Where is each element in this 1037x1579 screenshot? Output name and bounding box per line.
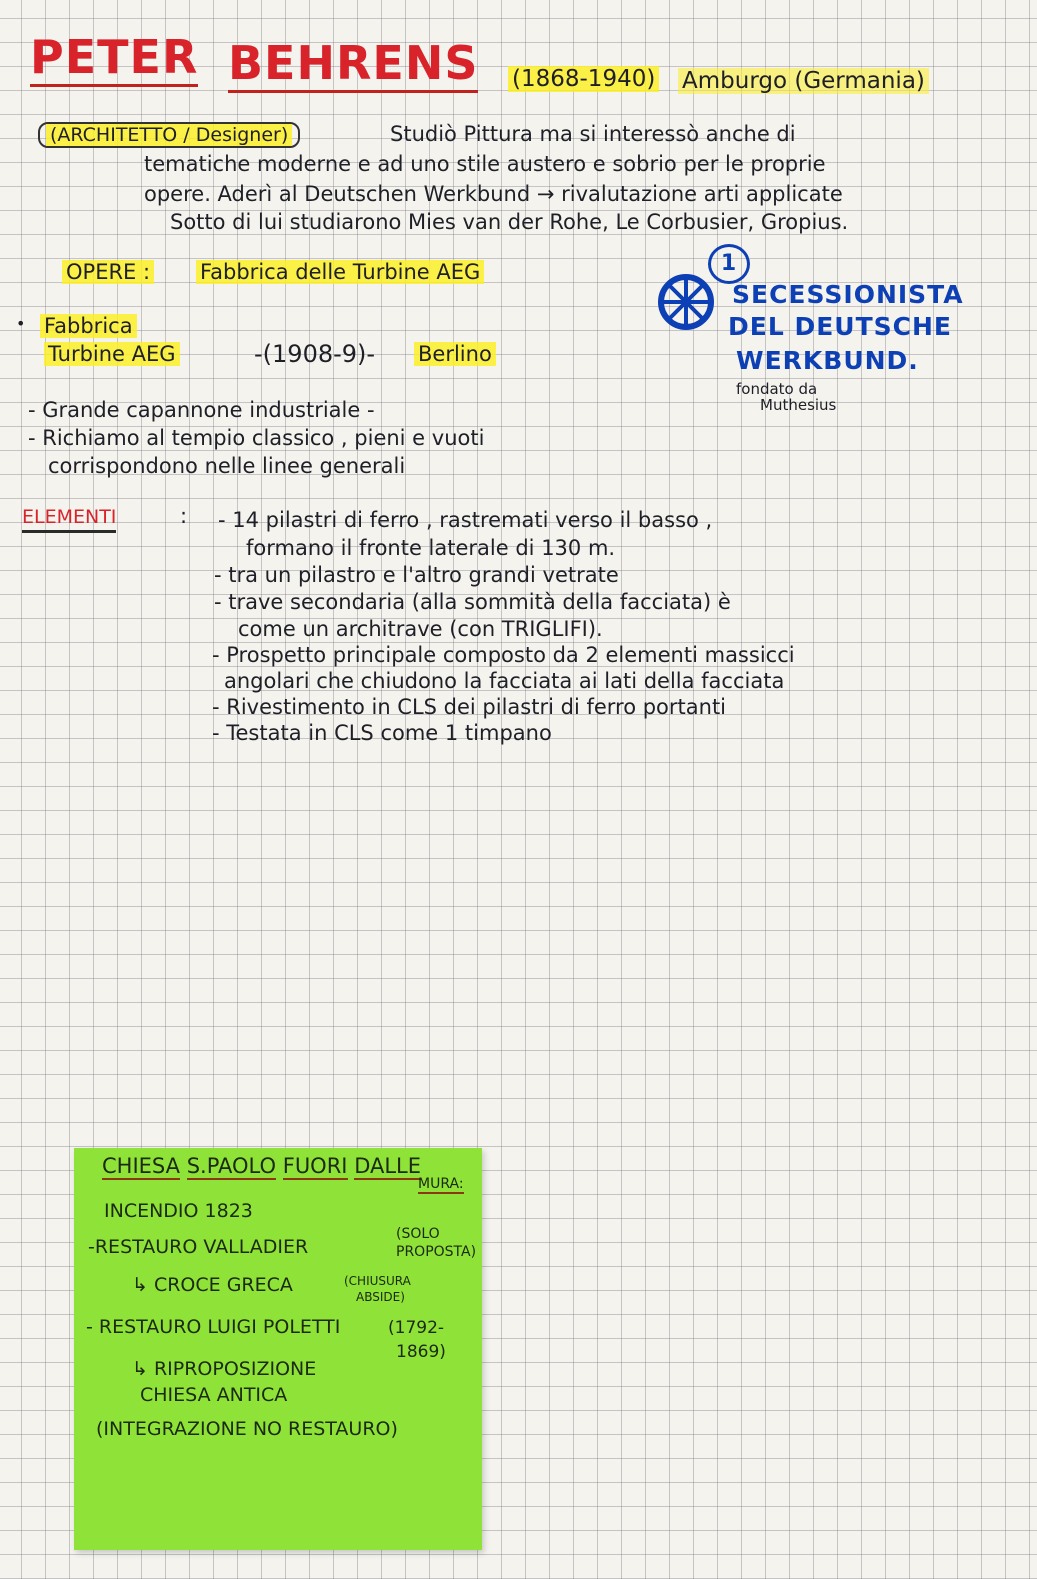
fabbrica-point-3: corrispondono nelle linee generali: [48, 454, 406, 478]
sticky-restauro-note-a: (SOLO: [396, 1226, 440, 1242]
fabbrica-years: -(1908-9)-: [254, 340, 376, 368]
birthplace: Amburgo (Germania): [678, 68, 929, 94]
elementi-line-1: - 14 pilastri di ferro , rastremati verso il basso ,: [218, 508, 713, 532]
sticky-integrazione: (INTEGRAZIONE NO RESTAURO): [96, 1418, 398, 1440]
fabbrica-title-1: Fabbrica: [40, 314, 137, 338]
elementi-line-8: - Rivestimento in CLS dei pilastri di ferro portanti: [212, 695, 727, 719]
founded-line-2: Muthesius: [760, 396, 837, 414]
sticky-croce-note-a: (CHIUSURA: [344, 1274, 411, 1288]
intro-line-1: Studiò Pittura ma si interessò anche di: [390, 122, 796, 146]
sticky-poletti-years-b: 1869): [396, 1342, 446, 1362]
fabbrica-point-1: - Grande capannone industriale -: [28, 398, 375, 422]
title-last-name: BEHRENS: [228, 36, 478, 90]
elementi-line-9: - Testata in CLS come 1 timpano: [212, 721, 552, 745]
fabbrica-city: Berlino: [414, 342, 496, 366]
intro-line-2: tematiche moderne e ad uno stile austero e sobrio per le proprie: [144, 152, 826, 176]
elementi-line-2: formano il fronte laterale di 130 m.: [246, 536, 616, 560]
opere-label: OPERE :: [62, 260, 154, 284]
bullet: •: [16, 314, 26, 333]
founded-line-1: fondato da: [736, 380, 818, 398]
secession-line-1: SECESSIONISTA: [732, 280, 964, 309]
elementi-line-7: angolari che chiudono la facciata ai lati della facciata: [224, 669, 785, 693]
sticky-title: CHIESA S.PAOLO FUORI DALLE: [102, 1154, 422, 1178]
fabbrica-point-2: - Richiamo al tempio classico , pieni e vuoti: [28, 426, 485, 450]
wheel-icon: [656, 272, 716, 332]
secession-line-3: WERKBUND.: [736, 346, 919, 375]
sticky-croce-greca: ↳ CROCE GRECA: [132, 1274, 293, 1296]
sticky-incendio: INCENDIO 1823: [104, 1200, 253, 1222]
sticky-title-end: MURA:: [418, 1176, 464, 1192]
footnote-marker: 1: [708, 244, 750, 284]
secession-line-2: DEL DEUTSCHE: [728, 312, 952, 341]
elementi-line-5: come un architrave (con TRIGLIFI).: [238, 617, 603, 641]
elementi-line-6: - Prospetto principale composto da 2 elementi massicci: [212, 643, 795, 667]
elementi-line-3: - tra un pilastro e l'altro grandi vetrate: [214, 563, 619, 587]
sticky-chiesa-antica: CHIESA ANTICA: [140, 1384, 288, 1406]
elementi-line-4: - trave secondaria (alla sommità della facciata) è: [214, 590, 731, 614]
sticky-restauro-poletti: - RESTAURO LUIGI POLETTI: [86, 1316, 341, 1338]
title-first-name: PETER: [30, 30, 198, 84]
sticky-restauro-note-b: PROPOSTA): [396, 1244, 477, 1260]
sticky-restauro-valladier: -RESTAURO VALLADIER: [88, 1236, 309, 1258]
role-label: (ARCHITETTO / Designer): [38, 122, 300, 148]
elementi-label: ELEMENTI: [22, 506, 116, 528]
fabbrica-title-2: Turbine AEG: [44, 342, 180, 366]
sticky-croce-note-b: ABSIDE): [356, 1290, 405, 1304]
sticky-riproposizione: ↳ RIPROPOSIZIONE: [132, 1358, 317, 1380]
opere-value: Fabbrica delle Turbine AEG: [196, 260, 484, 284]
lifespan: (1868-1940): [508, 66, 659, 92]
elementi-colon: :: [180, 504, 188, 528]
sticky-note: [74, 1148, 482, 1550]
intro-line-4: Sotto di lui studiarono Mies van der Rohe, Le Corbusier, Gropius.: [170, 210, 849, 234]
sticky-poletti-years-a: (1792-: [388, 1318, 445, 1338]
intro-line-3: opere. Aderì al Deutschen Werkbund → rivalutazione arti applicate: [144, 182, 843, 206]
